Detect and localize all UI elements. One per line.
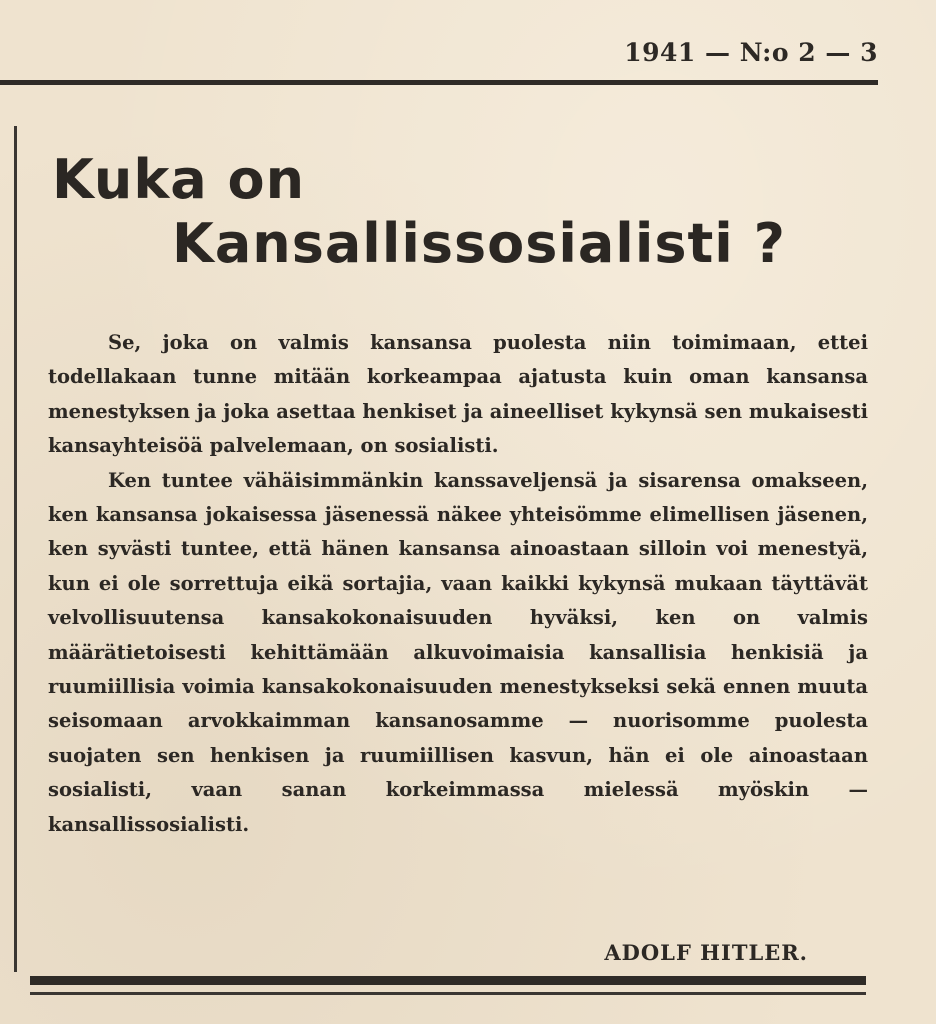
article-title <box>52 148 786 276</box>
article-paragraph-1: Se, joka on valmis kansansa puolesta niin toimimaan, ettei todellakaan tunne mitään korkeampaa ajatusta kuin oman kansansa menestyksen ja joka asettaa henkiset ja aineelliset kykynsä sen mukaisesti kansayhteisöä palvelemaan, on sosialisti. <box>48 331 868 458</box>
article-title-line-1: Kuka on <box>52 148 306 211</box>
issue-header: 1941 — N:o 2 — 3 <box>624 38 878 67</box>
top-rule <box>0 80 878 85</box>
article-paragraph-2: Ken tuntee vähäisimmänkin kanssaveljensä ja sisarensa omakseen, ken kansansa jokaisessa jäsenessä näkee yhteisömme elimellisen jäsenen, ken syvästi tuntee, että hänen kansansa ainoastaan silloin voi menestyä, kun ei ole sorrettuja eikä sortajia, vaan kaikki kykynsä mukaan täyttävät velvollisuutensa kansakokonaisuuden hyväksi, ken on valmis määrätietoisesti kehittämään alkuvoimaisia kansallisia henkisiä ja ruumiillisia voimia kansakokonaisuuden menestykseksi sekä ennen muuta seisomaan arvokkaimman kansanosamme — nuorisomme puolesta suojaten sen henkisen ja ruumiillisen kasvun, hän ei ole ainoastaan sosialisti, vaan sanan korkeimmassa mielessä myöskin — kansallissosialisti. <box>48 468 868 836</box>
bottom-rule-thick <box>30 976 866 985</box>
article-signature: ADOLF HITLER. <box>604 940 808 965</box>
article-title-line-2: Kansallissosialisti ? <box>172 212 786 275</box>
article-body <box>48 326 868 842</box>
bottom-rule-thin <box>30 992 866 995</box>
left-column-rule <box>14 126 17 972</box>
